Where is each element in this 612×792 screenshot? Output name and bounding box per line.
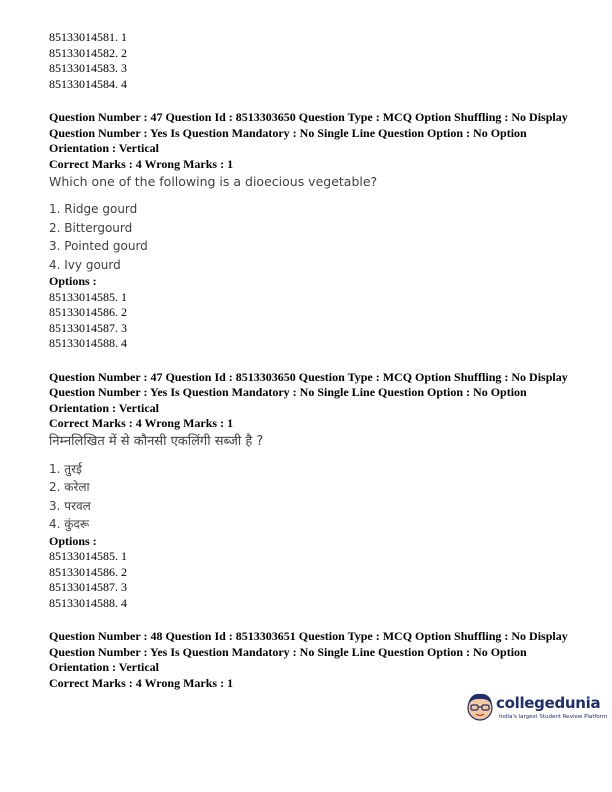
option-id-line: 85133014588. 4 bbox=[49, 336, 127, 350]
option-id-line: 85133014586. 2 bbox=[49, 564, 127, 579]
options-label: Options : bbox=[49, 274, 97, 288]
choice-2: 2. करेला bbox=[49, 480, 90, 494]
question-meta-line: Question Number : Yes Is Question Mandatory : No Single Line Question Option : No Option bbox=[49, 385, 527, 399]
marks-line: Correct Marks : 4 Wrong Marks : 1 bbox=[49, 416, 234, 430]
option-id-line: 85133014584. 4 bbox=[49, 76, 127, 91]
question-48 bbox=[49, 629, 579, 691]
option-id-line: 85133014585. 1 bbox=[49, 289, 127, 304]
question-text: Which one of the following is a dioecious vegetable? bbox=[49, 174, 378, 189]
question-text: निम्नलिखित में से कौनसी एकलिंगी सब्जी है ? bbox=[49, 433, 264, 449]
choice-2: 2. Bittergourd bbox=[49, 220, 133, 235]
question-meta-line: Question Number : Yes Is Question Mandatory : No Single Line Question Option : No Option bbox=[49, 125, 527, 140]
question-meta-line: Orientation : Vertical bbox=[49, 141, 159, 155]
option-id-line: 85133014588. 4 bbox=[49, 595, 127, 610]
marks-line: Correct Marks : 4 Wrong Marks : 1 bbox=[49, 675, 234, 690]
option-id-line: 85133014581. 1 bbox=[49, 30, 127, 44]
question-meta-line: Question Number : 47 Question Id : 8513303650 Question Type : MCQ Option Shuffling : No Display bbox=[49, 110, 568, 124]
question-meta-line: Question Number : 47 Question Id : 8513303650 Question Type : MCQ Option Shuffling : No Display bbox=[49, 369, 568, 384]
question-47-english bbox=[49, 110, 579, 352]
document-page bbox=[49, 30, 579, 691]
brand-tagline: India's largest Student Review Platform bbox=[499, 714, 608, 720]
choice-4: 4. कुंदरू bbox=[49, 517, 90, 531]
option-id-line: 85133014585. 1 bbox=[49, 549, 127, 563]
option-id-line: 85133014586. 2 bbox=[49, 305, 127, 319]
question-meta-line: Question Number : Yes Is Question Mandatory : No Single Line Question Option : No Option bbox=[49, 644, 527, 659]
collegedunia-logo bbox=[463, 690, 608, 736]
top-option-list bbox=[49, 30, 579, 92]
choice-4: 4. Ivy gourd bbox=[49, 257, 121, 272]
choice-3: 3. परवल bbox=[49, 498, 91, 513]
question-47-hindi bbox=[49, 370, 579, 612]
question-meta-line: Orientation : Vertical bbox=[49, 660, 159, 674]
choice-1: 1. तुरई bbox=[49, 461, 82, 476]
choice-3: 3. Pointed gourd bbox=[49, 239, 148, 253]
question-meta-line: Question Number : 48 Question Id : 8513303651 Question Type : MCQ Option Shuffling : No Display bbox=[49, 629, 568, 643]
brand-name: collegedunia bbox=[496, 694, 601, 712]
choice-1: 1. Ridge gourd bbox=[49, 202, 138, 216]
marks-line: Correct Marks : 4 Wrong Marks : 1 bbox=[49, 156, 234, 171]
mascot-icon bbox=[463, 690, 497, 724]
question-meta-line: Orientation : Vertical bbox=[49, 400, 159, 415]
options-label: Options : bbox=[49, 533, 97, 548]
option-id-line: 85133014583. 3 bbox=[49, 61, 127, 75]
option-id-line: 85133014587. 3 bbox=[49, 580, 127, 594]
option-id-line: 85133014582. 2 bbox=[49, 45, 127, 60]
option-id-line: 85133014587. 3 bbox=[49, 320, 127, 335]
